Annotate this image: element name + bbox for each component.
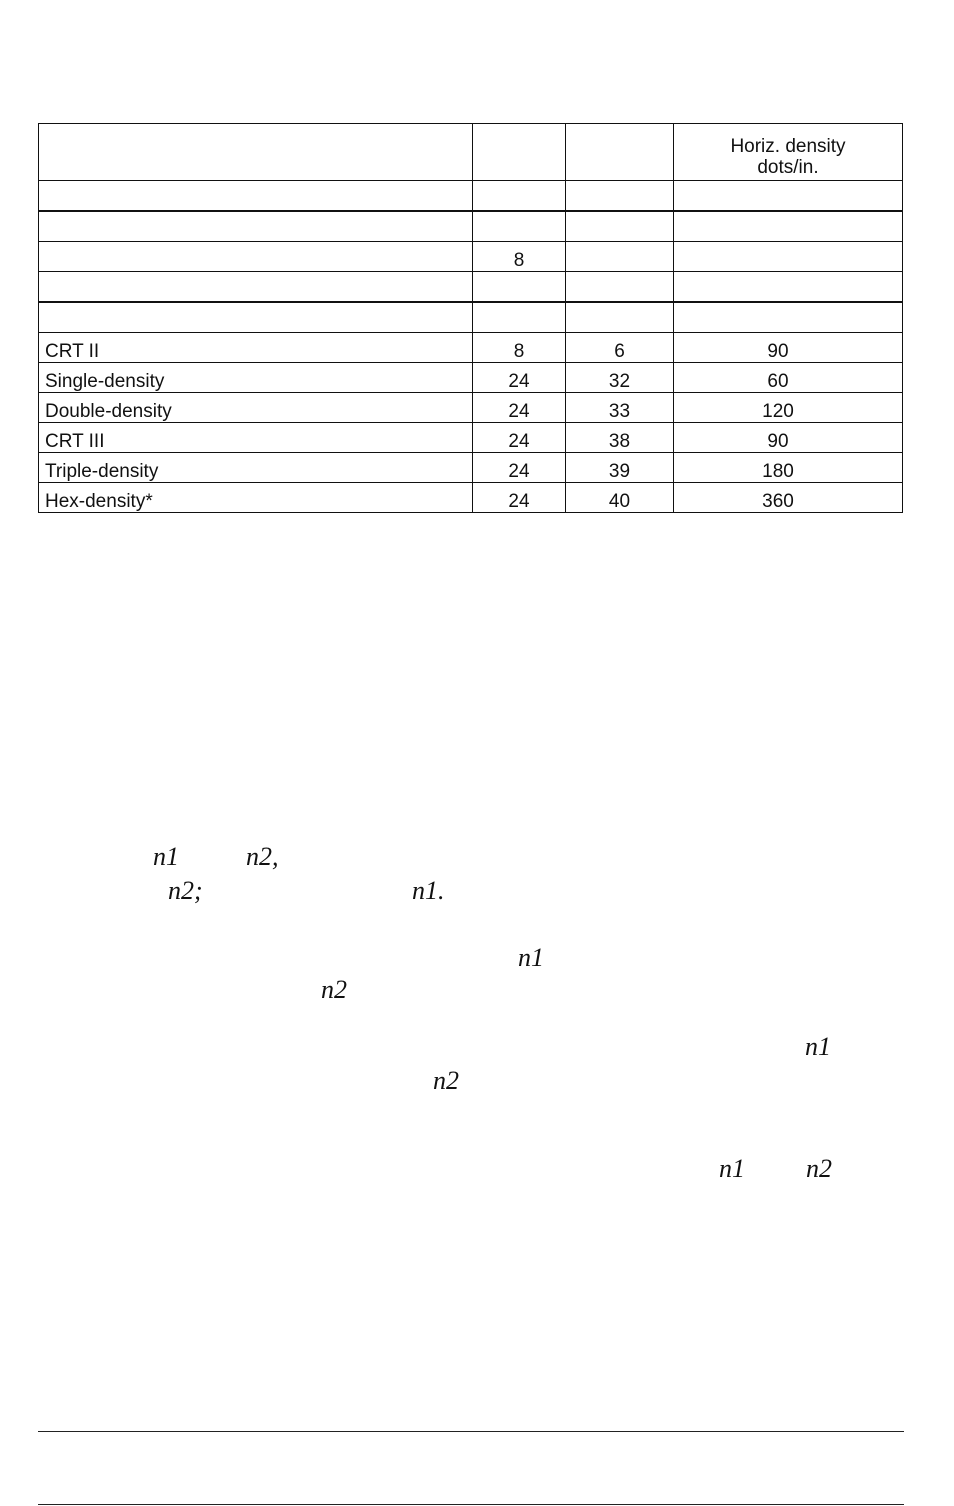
m-cell: 38 xyxy=(566,423,674,453)
pins-cell xyxy=(473,181,566,212)
horiz-density-cell: 120 xyxy=(674,393,903,423)
m-cell xyxy=(566,181,674,212)
pins-cell xyxy=(473,302,566,333)
mode-cell xyxy=(39,181,473,212)
table-row xyxy=(39,242,903,272)
page-bottom-rule xyxy=(38,1504,904,1505)
table-row xyxy=(39,302,903,333)
mode-cell xyxy=(39,211,473,242)
param-n2: n2, xyxy=(246,842,279,871)
horiz-density-cell xyxy=(674,211,903,242)
horiz-density-cell xyxy=(674,181,903,212)
mode-cell xyxy=(39,272,473,303)
table-row xyxy=(39,453,903,483)
m-cell: 32 xyxy=(566,363,674,393)
pins-cell: 8 xyxy=(473,242,566,272)
param-n1: n1 xyxy=(153,842,179,871)
horiz-density-cell xyxy=(674,302,903,333)
m-cell: 6 xyxy=(566,333,674,363)
mode-cell: Double-density xyxy=(39,393,473,423)
mode-cell xyxy=(39,302,473,333)
table-row xyxy=(39,181,903,212)
param-n1: n1 xyxy=(518,943,544,972)
param-n1: n1 xyxy=(805,1032,831,1061)
pins-cell: 24 xyxy=(473,423,566,453)
m-cell xyxy=(566,242,674,272)
table-row xyxy=(39,333,903,363)
header-m xyxy=(566,124,674,181)
mode-cell: Single-density xyxy=(39,363,473,393)
table-header-row xyxy=(39,124,903,181)
pins-cell: 8 xyxy=(473,333,566,363)
m-cell xyxy=(566,272,674,303)
table-row xyxy=(39,393,903,423)
pins-cell: 24 xyxy=(473,393,566,423)
header-pins xyxy=(473,124,566,181)
header-horiz-density xyxy=(674,124,903,181)
horiz-density-cell xyxy=(674,272,903,303)
m-cell xyxy=(566,211,674,242)
table-row xyxy=(39,483,903,513)
param-n1: n1 xyxy=(719,1154,745,1183)
m-cell: 39 xyxy=(566,453,674,483)
table-row xyxy=(39,363,903,393)
table-row xyxy=(39,423,903,453)
horiz-density-cell: 360 xyxy=(674,483,903,513)
horiz-density-cell xyxy=(674,242,903,272)
table-row xyxy=(39,272,903,303)
pins-cell: 24 xyxy=(473,363,566,393)
header-mode xyxy=(39,124,473,181)
horiz-density-cell: 60 xyxy=(674,363,903,393)
param-n2: n2 xyxy=(433,1066,459,1095)
horiz-density-cell: 90 xyxy=(674,423,903,453)
m-cell: 40 xyxy=(566,483,674,513)
density-table xyxy=(38,123,903,513)
header-horiz-density-label: Horiz. density dots/in. xyxy=(730,136,846,178)
horiz-density-cell: 180 xyxy=(674,453,903,483)
pins-cell xyxy=(473,211,566,242)
param-n2: n2 xyxy=(321,975,347,1004)
m-cell xyxy=(566,302,674,333)
mode-cell: CRT II xyxy=(39,333,473,363)
pins-cell: 24 xyxy=(473,453,566,483)
horiz-density-cell: 90 xyxy=(674,333,903,363)
mode-cell: Triple-density xyxy=(39,453,473,483)
pins-cell: 24 xyxy=(473,483,566,513)
param-n2: n2; xyxy=(168,876,203,905)
param-n2: n2 xyxy=(806,1154,832,1183)
mode-cell xyxy=(39,242,473,272)
footer-rule xyxy=(38,1431,904,1432)
mode-cell: Hex-density* xyxy=(39,483,473,513)
table-row xyxy=(39,211,903,242)
param-n1: n1. xyxy=(412,876,445,905)
mode-cell: CRT III xyxy=(39,423,473,453)
m-cell: 33 xyxy=(566,393,674,423)
pins-cell xyxy=(473,272,566,303)
